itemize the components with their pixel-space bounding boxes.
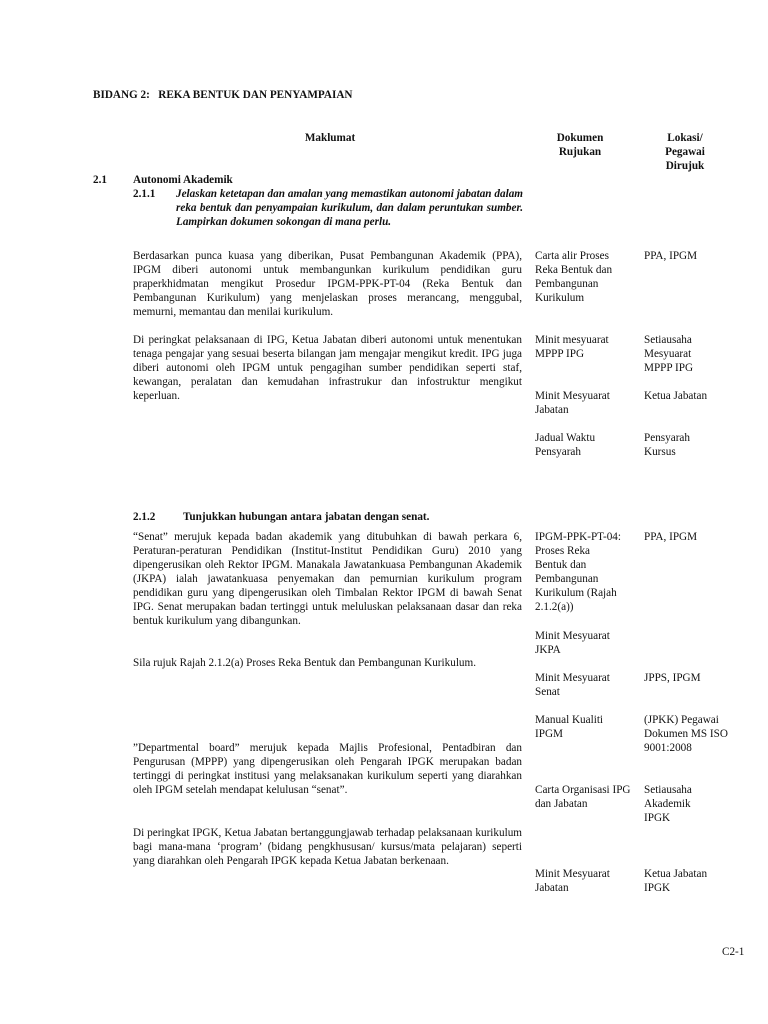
section-number: 2.1 xyxy=(93,174,107,186)
q211-ref-4-lokasi: Pensyarah Kursus xyxy=(644,432,690,458)
q212-ref-1-lokasi: PPA, IPGM xyxy=(644,531,698,543)
q212-paragraph-1: “Senat” merujuk kepada badan akademik yang ditubuhkan di bawah perkara 6, Peraturan-peraturan Pendidikan (Institut-Institut Pendidikan Guru) 2010 yang dipengerusikan oleh Rektor IPGM. Manakala Jawatankuasa Pembangunan Akademik (JKPA) ialah jawatankuasa penyemakan dan pemurnian kurikulum program pendidikan guru yang dipengerusikan oleh Timbalan Rektor IPGM di bawah Senat IPG. Senat merupakan badan tertinggi untuk meluluskan pelaksanaan dasar dan reka bentuk kurikulum yang dibangunkan. xyxy=(133,531,522,627)
q211-ref-1-lokasi: PPA, IPGM xyxy=(644,250,698,262)
q211-ref-2-lokasi: Setiausaha Mesyuarat MPPP IPG xyxy=(644,334,694,374)
column-header-lokasi xyxy=(640,131,730,173)
q212-ref-4-dokumen: Manual Kualiti IPGM xyxy=(535,714,604,740)
q212-paragraph-4: Di peringkat IPGK, Ketua Jabatan bertanggungjawab terhadap pelaksanaan kurikulum bagi mana-mana ‘program’ (bidang pengkhususan/ kursus/mata pelajaran) seperti yang diarahkan oleh Pengarah IPGK kepada Ketua Jabatan berkenaan. xyxy=(133,827,522,867)
q212-ref-5-dokumen: Carta Organisasi IPG dan Jabatan xyxy=(535,784,631,810)
column-header-lokasi-line-1: Lokasi/ xyxy=(667,132,703,144)
q212-ref-6-lokasi: Ketua Jabatan IPGK xyxy=(644,868,708,894)
q211-paragraph-1: Berdasarkan punca kuasa yang diberikan, Pusat Pembangunan Akademik (PPA), IPGM diberi autonomi untuk membangunkan kurikulum pendidikan guru praperkhidmatan mengikut Prosedur IPGM-PPK-PT-04 (Reka Bentuk dan Pembangunan Kurikulum) yang menjelaskan proses merancang, menggubal, memurni, memantau dan menilai kurikulum. xyxy=(133,250,522,318)
q211-ref-4-dokumen: Jadual Waktu Pensyarah xyxy=(535,432,596,458)
q212-ref-6-dokumen: Minit Mesyuarat Jabatan xyxy=(535,868,610,894)
q212-paragraph-3: ”Departmental board” merujuk kepada Majlis Profesional, Pentadbiran dan Pengurusan (MPPP) yang dipengerusikan oleh Pengarah IPGK merupakan badan tertinggi di peringkat institusi yang melaksanakan kurikulum seperti yang diarahkan oleh IPGM setelah mendapat kelulusan “senat”. xyxy=(133,742,522,796)
q212-ref-3-dokumen: Minit Mesyuarat Senat xyxy=(535,672,610,698)
q212-ref-2-dokumen: Minit Mesyuarat JKPA xyxy=(535,630,610,656)
q212-ref-4-lokasi: (JPKK) Pegawai Dokumen MS ISO 9001:2008 xyxy=(644,714,728,754)
q211-ref-3-dokumen: Minit Mesyuarat Jabatan xyxy=(535,390,610,416)
column-header-maklumat: Maklumat xyxy=(304,132,356,144)
question-2-1-2-number: 2.1.2 xyxy=(133,511,156,523)
column-header-dokumen-line-1: Dokumen xyxy=(556,132,604,144)
q212-ref-1-dokumen: IPGM-PPK-PT-04: Proses Reka Bentuk dan Pembangunan Kurikulum (Rajah 2.1.2(a)) xyxy=(535,531,621,613)
q212-ref-5-lokasi: Setiausaha Akademik IPGK xyxy=(644,784,692,824)
q211-ref-2-dokumen: Minit mesyuarat MPPP IPG xyxy=(535,334,609,360)
question-2-1-1-text: Jelaskan ketetapan dan amalan yang memastikan autonomi jabatan dalam reka bentuk dan penyampaian kurikulum, dan dalam peruntukan sumber. Lampirkan dokumen sokongan di mana perlu. xyxy=(176,188,523,228)
q212-paragraph-2: Sila rujuk Rajah 2.1.2(a) Proses Reka Bentuk dan Pembangunan Kurikulum. xyxy=(133,657,477,669)
section-title: Autonomi Akademik xyxy=(133,174,233,186)
question-2-1-1-number: 2.1.1 xyxy=(133,188,156,200)
q211-ref-1-dokumen: Carta alir Proses Reka Bentuk dan Pembangunan Kurikulum xyxy=(535,250,613,304)
page-heading: BIDANG 2: REKA BENTUK DAN PENYAMPAIAN xyxy=(93,89,353,101)
column-header-lokasi-line-2: Pegawai xyxy=(665,146,705,158)
q211-ref-3-lokasi: Ketua Jabatan xyxy=(644,390,708,402)
question-2-1-2-text: Tunjukkan hubungan antara jabatan dengan senat. xyxy=(183,511,430,523)
column-header-dokumen-line-2: Rujukan xyxy=(558,146,602,158)
column-header-lokasi-line-3: Dirujuk xyxy=(665,160,705,172)
column-header-dokumen xyxy=(530,131,630,159)
q212-ref-3-lokasi: JPPS, IPGM xyxy=(644,672,701,684)
q211-paragraph-2: Di peringkat pelaksanaan di IPG, Ketua Jabatan diberi autonomi untuk menentukan tenaga pengajar yang sesuai beserta bilangan jam mengajar mengikut kredit. IPG juga diberi autonomi oleh IPGM untuk pengagihan sumber pendidikan seperti staf, kewangan, peralatan dan kemudahan infrastrukur dan infostruktur mengikut keperluan. xyxy=(133,334,522,402)
page-number: C2-1 xyxy=(722,946,745,958)
